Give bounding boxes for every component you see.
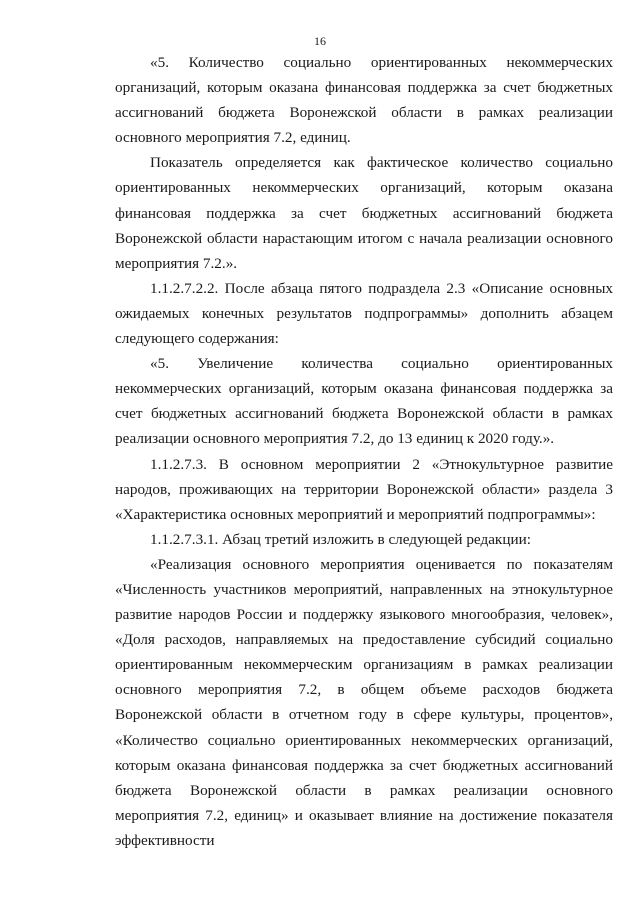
paragraph-expected-result-5: «5. Увеличение количества социально ориентированных некоммерческих организаций, которым оказана финансовая поддержка за счет бюджетных ассигнований бюджета Воронежской области в рамках реализации основного мероприятия 7.2, до 13 единиц к 2020 году.». bbox=[115, 355, 613, 448]
paragraph-indicator-definition: Показатель определяется как фактическое количество социально ориентированных некоммерческих организаций, которым оказана финансовая поддержка за счет бюджетных ассигнований бюджета Воронежской области нарастающим итогом с начала реализации основного мероприятия 7.2.». bbox=[115, 154, 613, 272]
paragraph-item-1-1-2-7-3-1: 1.1.2.7.3.1. Абзац третий изложить в следующей редакции: bbox=[150, 530, 531, 548]
document-body bbox=[115, 50, 613, 853]
paragraph-indicator-5: «5. Количество социально ориентированных некоммерческих организаций, которым оказана финансовая поддержка за счет бюджетных ассигнований бюджета Воронежской области в рамках реализации основного мероприятия 7.2, единиц. bbox=[115, 54, 613, 147]
paragraph-item-1-1-2-7-2-2: 1.1.2.7.2.2. После абзаца пятого подраздела 2.3 «Описание основных ожидаемых конечных результатов подпрограммы» дополнить абзацем следующего содержания: bbox=[115, 279, 613, 348]
paragraph-new-wording: «Реализация основного мероприятия оценивается по показателям «Численность участников мероприятий, направленных на этнокультурное развитие народов России и поддержку языкового многообразия, человек», «Доля расходов, направляемых на предоставление субсидий социально ориентированным некоммерческим организациям в рамках реализации основного мероприятия 7.2, в общем объеме расходов бюджета Воронежской области в отчетном году в сфере культуры, процентов», «Количество социально ориентированных некоммерческих организаций, которым оказана финансовая поддержка за счет бюджетных ассигнований бюджета Воронежской области в рамках реализации основного мероприятия 7.2, единиц» и оказывает влияние на достижение показателя эффективности bbox=[115, 555, 613, 849]
page-number: 16 bbox=[314, 34, 326, 48]
paragraph-item-1-1-2-7-3: 1.1.2.7.3. В основном мероприятии 2 «Этнокультурное развитие народов, проживающих на территории Воронежской области» раздела 3 «Характеристика основных мероприятий и мероприятий подпрограммы»: bbox=[115, 455, 613, 523]
